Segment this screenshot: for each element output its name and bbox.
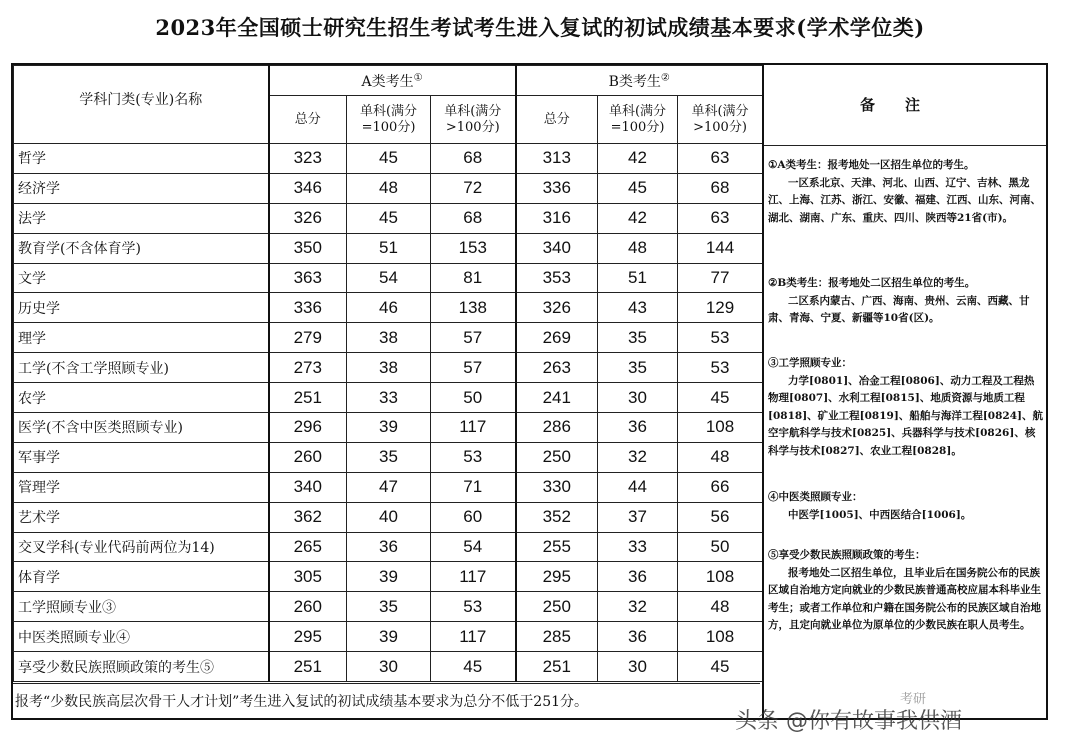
a-single100-cell: 40 xyxy=(347,502,431,532)
note-b-title: ②B类考生：报考地处二区招生单位的考生。 xyxy=(768,277,976,289)
b-total-cell: 330 xyxy=(516,472,598,502)
b-total-cell: 340 xyxy=(516,233,598,263)
a-single100-cell: 47 xyxy=(347,472,431,502)
a-total-cell: 346 xyxy=(269,173,347,203)
table-row xyxy=(14,622,763,652)
a-single100-cell: 45 xyxy=(347,144,431,174)
table-row xyxy=(14,592,763,622)
note-a-body: 一区系北京、天津、河北、山西、辽宁、吉林、黑龙江、上海、江苏、浙江、安徽、福建、江西、山东、河南、湖北、湖南、广东、重庆、四川、陕西等21省(市)。 xyxy=(768,176,1041,224)
b-total-cell: 251 xyxy=(516,652,598,682)
b-total-cell: 250 xyxy=(516,442,598,472)
b-singlegt100-cell: 144 xyxy=(678,233,763,263)
b-single100-header: 单科(满分=100分) xyxy=(598,96,678,144)
page-title: 2023年全国硕士研究生招生考试考生进入复试的初试成绩基本要求(学术学位类) xyxy=(155,15,925,40)
footer-note: 报考“少数民族高层次骨干人才计划”考生进入复试的初试成绩基本要求为总分不低于251分。 xyxy=(13,683,760,720)
note-d xyxy=(768,489,1044,524)
b-singlegt100-cell: 45 xyxy=(678,383,763,413)
b-single100-cell: 36 xyxy=(598,562,678,592)
table-row xyxy=(14,562,763,592)
a-total-cell: 305 xyxy=(269,562,347,592)
a-total-cell: 295 xyxy=(269,622,347,652)
a-total-cell: 260 xyxy=(269,592,347,622)
note-c-title: ③工学照顾专业： xyxy=(768,357,852,369)
b-singlegt100-header: 单科(满分>100分) xyxy=(678,96,763,144)
a-singlegt100-cell: 53 xyxy=(431,442,516,472)
a-singlegt100-cell: 153 xyxy=(431,233,516,263)
a-singlegt100-cell: 117 xyxy=(431,413,516,443)
b-singlegt100-cell: 129 xyxy=(678,293,763,323)
note-e xyxy=(768,547,1044,635)
b-total-cell: 313 xyxy=(516,144,598,174)
table-row xyxy=(14,442,763,472)
b-singlegt100-cell: 50 xyxy=(678,532,763,562)
row-name-cell: 中医类照顾专业④ xyxy=(14,622,269,652)
a-total-cell: 340 xyxy=(269,472,347,502)
row-name-cell: 历史学 xyxy=(14,293,269,323)
a-singlegt100-cell: 81 xyxy=(431,263,516,293)
a-total-cell: 336 xyxy=(269,293,347,323)
note-d-title: ④中医类照顾专业： xyxy=(768,491,863,503)
a-total-cell: 362 xyxy=(269,502,347,532)
b-singlegt100-cell: 48 xyxy=(678,442,763,472)
a-total-cell: 251 xyxy=(269,383,347,413)
group-a-header xyxy=(269,66,516,96)
b-single100-cell: 48 xyxy=(598,233,678,263)
row-name-cell: 农学 xyxy=(14,383,269,413)
table-row xyxy=(14,383,763,413)
b-total-header: 总分 xyxy=(516,96,598,144)
a-single100-cell: 51 xyxy=(347,233,431,263)
table-row xyxy=(14,532,763,562)
a-total-cell: 265 xyxy=(269,532,347,562)
b-total-cell: 326 xyxy=(516,293,598,323)
score-table xyxy=(13,65,763,682)
b-total-cell: 269 xyxy=(516,323,598,353)
row-name-cell: 理学 xyxy=(14,323,269,353)
row-name-cell: 文学 xyxy=(14,263,269,293)
table-row xyxy=(14,233,763,263)
b-total-cell: 295 xyxy=(516,562,598,592)
table-row xyxy=(14,502,763,532)
group-a-mark: ① xyxy=(413,71,423,83)
a-single100-cell: 54 xyxy=(347,263,431,293)
b-singlegt100-cell: 66 xyxy=(678,472,763,502)
a-singlegt100-cell: 60 xyxy=(431,502,516,532)
note-e-title: ⑤享受少数民族照顾政策的考生： xyxy=(768,549,926,561)
b-singlegt100-cell: 108 xyxy=(678,562,763,592)
a-single100-cell: 48 xyxy=(347,173,431,203)
a-total-cell: 260 xyxy=(269,442,347,472)
b-single100-cell: 37 xyxy=(598,502,678,532)
a-singlegt100-header: 单科(满分>100分) xyxy=(431,96,516,144)
row-name-cell: 工学(不含工学照顾专业) xyxy=(14,353,269,383)
b-single100-cell: 42 xyxy=(598,203,678,233)
b-total-cell: 250 xyxy=(516,592,598,622)
b-single100-cell: 30 xyxy=(598,652,678,682)
a-single100-cell: 39 xyxy=(347,622,431,652)
b-singlegt100-cell: 45 xyxy=(678,652,763,682)
b-single100-cell: 36 xyxy=(598,413,678,443)
row-name-cell: 军事学 xyxy=(14,442,269,472)
b-total-cell: 241 xyxy=(516,383,598,413)
b-single100-cell: 33 xyxy=(598,532,678,562)
b-single100-cell: 43 xyxy=(598,293,678,323)
b-singlegt100-cell: 53 xyxy=(678,353,763,383)
row-name-cell: 工学照顾专业③ xyxy=(14,592,269,622)
row-name-cell: 经济学 xyxy=(14,173,269,203)
a-single100-cell: 35 xyxy=(347,442,431,472)
note-c-body: 力学[0801]、冶金工程[0806]、动力工程及工程热物理[0807]、水利工程[0815]、地质资源与地质工程[0818]、矿业工程[0819]、船舶与海洋工程[0824]、航空宇航科学与技术[0825]、兵器科学与技术[0826]、核科学与技术[0827]、农业工程[0828]。 xyxy=(768,374,1043,457)
row-name-cell: 体育学 xyxy=(14,562,269,592)
a-total-cell: 350 xyxy=(269,233,347,263)
b-single100-cell: 35 xyxy=(598,353,678,383)
a-total-cell: 273 xyxy=(269,353,347,383)
a-total-header: 总分 xyxy=(269,96,347,144)
a-single100-cell: 36 xyxy=(347,532,431,562)
a-total-cell: 251 xyxy=(269,652,347,682)
a-singlegt100-cell: 45 xyxy=(431,652,516,682)
a-singlegt100-cell: 68 xyxy=(431,144,516,174)
b-singlegt100-cell: 48 xyxy=(678,592,763,622)
table-row xyxy=(14,472,763,502)
b-total-cell: 316 xyxy=(516,203,598,233)
a-singlegt100-cell: 68 xyxy=(431,203,516,233)
row-name-cell: 享受少数民族照顾政策的考生⑤ xyxy=(14,652,269,682)
a-total-cell: 296 xyxy=(269,413,347,443)
watermark-logo: 考研 xyxy=(900,692,927,707)
a-singlegt100-cell: 117 xyxy=(431,562,516,592)
row-name-cell: 艺术学 xyxy=(14,502,269,532)
b-single100-cell: 35 xyxy=(598,323,678,353)
a-single100-cell: 35 xyxy=(347,592,431,622)
b-single100-cell: 42 xyxy=(598,144,678,174)
a-singlegt100-cell: 54 xyxy=(431,532,516,562)
a-single100-cell: 39 xyxy=(347,562,431,592)
a-total-cell: 323 xyxy=(269,144,347,174)
a-single100-cell: 45 xyxy=(347,203,431,233)
a-singlegt100-cell: 71 xyxy=(431,472,516,502)
b-singlegt100-cell: 53 xyxy=(678,323,763,353)
b-singlegt100-cell: 56 xyxy=(678,502,763,532)
row-name-cell: 交叉学科(专业代码前两位为14) xyxy=(14,532,269,562)
b-total-cell: 255 xyxy=(516,532,598,562)
note-a-title: ①A类考生：报考地处一区招生单位的考生。 xyxy=(768,159,975,171)
group-b-label: B类考生 xyxy=(608,73,661,90)
b-singlegt100-cell: 108 xyxy=(678,413,763,443)
notes-column xyxy=(762,65,1046,718)
row-name-cell: 管理学 xyxy=(14,472,269,502)
table-row xyxy=(14,652,763,682)
a-singlegt100-cell: 72 xyxy=(431,173,516,203)
b-total-cell: 286 xyxy=(516,413,598,443)
row-name-cell: 医学(不含中医类照顾专业) xyxy=(14,413,269,443)
a-singlegt100-cell: 57 xyxy=(431,323,516,353)
row-name-cell: 法学 xyxy=(14,203,269,233)
watermark: 头条 @你有故事我供酒 xyxy=(735,709,962,734)
b-singlegt100-cell: 77 xyxy=(678,263,763,293)
b-single100-cell: 51 xyxy=(598,263,678,293)
b-singlegt100-cell: 63 xyxy=(678,144,763,174)
b-total-cell: 263 xyxy=(516,353,598,383)
note-d-body: 中医学[1005]、中西医结合[1006]。 xyxy=(788,508,972,521)
group-b-mark: ② xyxy=(660,71,670,83)
a-singlegt100-cell: 53 xyxy=(431,592,516,622)
a-singlegt100-cell: 57 xyxy=(431,353,516,383)
table-row xyxy=(14,203,763,233)
a-single100-cell: 38 xyxy=(347,323,431,353)
b-total-cell: 336 xyxy=(516,173,598,203)
group-b-header xyxy=(516,66,763,96)
table-row xyxy=(14,144,763,174)
b-single100-cell: 30 xyxy=(598,383,678,413)
a-single100-cell: 33 xyxy=(347,383,431,413)
b-total-cell: 285 xyxy=(516,622,598,652)
a-singlegt100-cell: 138 xyxy=(431,293,516,323)
row-name-cell: 教育学(不含体育学) xyxy=(14,233,269,263)
row-name-cell: 哲学 xyxy=(14,144,269,174)
b-total-cell: 352 xyxy=(516,502,598,532)
table-row xyxy=(14,413,763,443)
note-b-body: 二区系内蒙古、广西、海南、贵州、云南、西藏、甘肃、青海、宁夏、新疆等10省(区)。 xyxy=(768,294,1030,324)
a-total-cell: 326 xyxy=(269,203,347,233)
table-row xyxy=(14,353,763,383)
b-single100-cell: 32 xyxy=(598,592,678,622)
table-row xyxy=(14,263,763,293)
b-single100-cell: 45 xyxy=(598,173,678,203)
b-singlegt100-cell: 108 xyxy=(678,622,763,652)
a-singlegt100-cell: 117 xyxy=(431,622,516,652)
note-c xyxy=(768,355,1044,460)
table-row xyxy=(14,293,763,323)
note-b xyxy=(768,275,1044,328)
b-singlegt100-cell: 68 xyxy=(678,173,763,203)
a-total-cell: 363 xyxy=(269,263,347,293)
a-singlegt100-cell: 50 xyxy=(431,383,516,413)
b-single100-cell: 44 xyxy=(598,472,678,502)
b-singlegt100-cell: 63 xyxy=(678,203,763,233)
a-single100-cell: 30 xyxy=(347,652,431,682)
note-a xyxy=(768,157,1044,227)
a-single100-cell: 38 xyxy=(347,353,431,383)
discipline-header: 学科门类(专业)名称 xyxy=(14,66,269,144)
table-row xyxy=(14,173,763,203)
a-single100-cell: 46 xyxy=(347,293,431,323)
table-row xyxy=(14,323,763,353)
b-total-cell: 353 xyxy=(516,263,598,293)
b-single100-cell: 32 xyxy=(598,442,678,472)
notes-title: 备注 xyxy=(764,65,1046,146)
note-e-body: 报考地处二区招生单位，且毕业后在国务院公布的民族区域自治地方定向就业的少数民族普通高校应届本科毕业生考生；或者工作单位和户籍在国务院公布的民族区域自治地方，且定向就业单位为原单位的少数民族在职人员考生。 xyxy=(768,566,1041,631)
group-a-label: A类考生 xyxy=(361,73,414,90)
a-single100-header: 单科(满分=100分) xyxy=(347,96,431,144)
a-total-cell: 279 xyxy=(269,323,347,353)
a-single100-cell: 39 xyxy=(347,413,431,443)
b-single100-cell: 36 xyxy=(598,622,678,652)
